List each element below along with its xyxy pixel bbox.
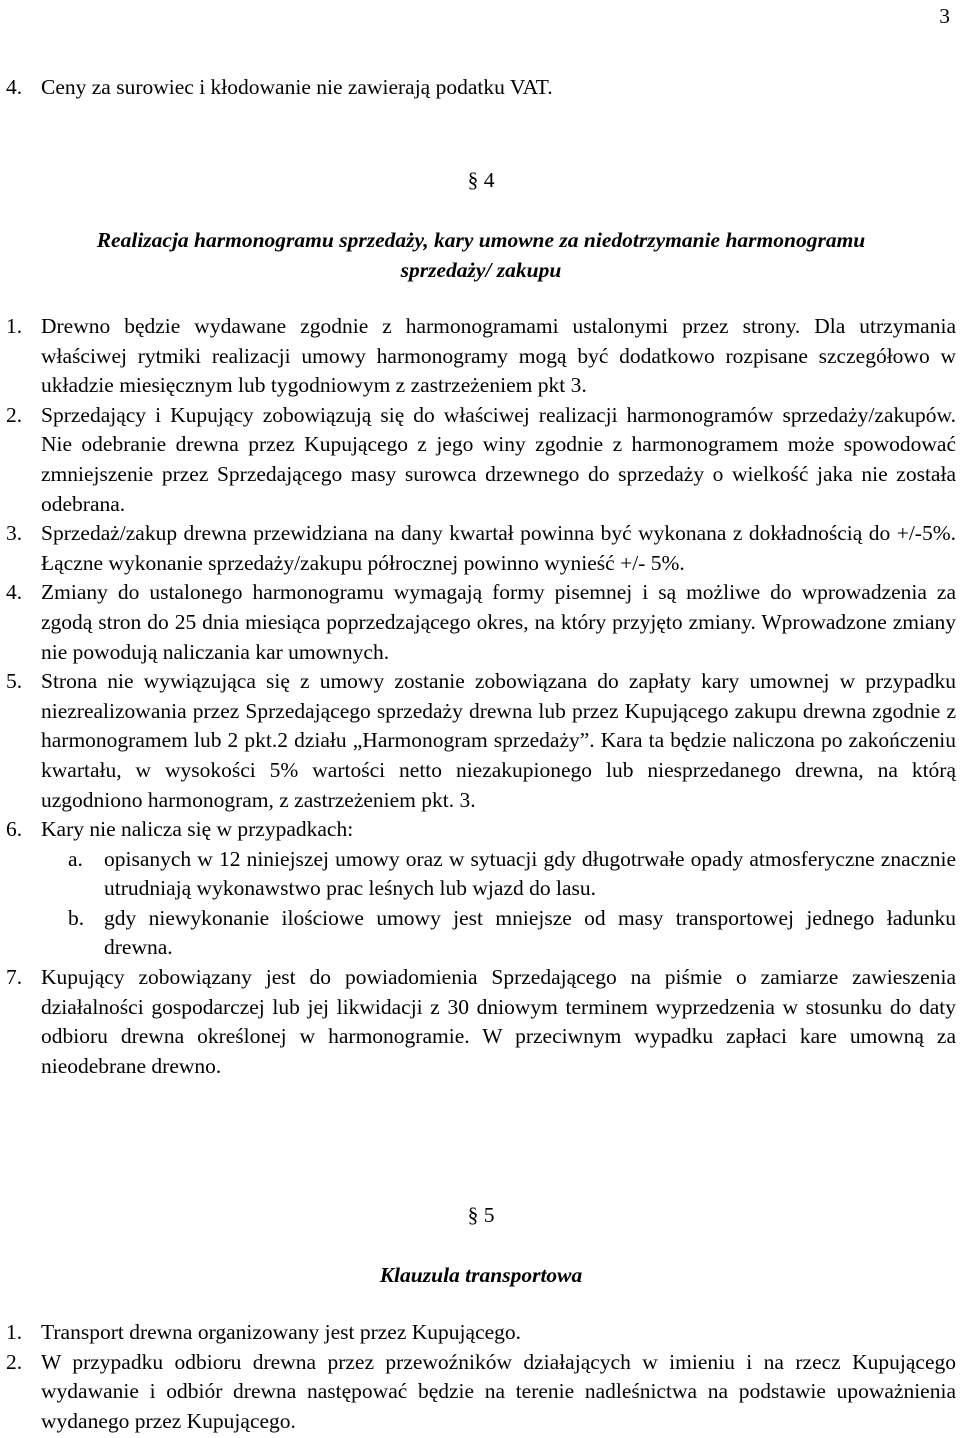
section-4-title: Realizacja harmonogramu sprzedaży, kary umowne za niedotrzymanie harmonogramu sprzedaży/ zakupu xyxy=(96,228,866,282)
price-note xyxy=(6,73,956,103)
section-5-title: Klauzula transportowa xyxy=(379,1263,583,1287)
list-item: 5. Strona nie wywiązująca się z umowy zostanie zobowiązana do zapłaty kary umownej w przypadku niezrealizowania przez Sprzedającego sprzedaży drewna lub przez Kupującego zakupu drewna zgodnie z harmonogramem lub 2 pkt.2 działu „Harmonogram sprzedaży”. Kara ta będzie naliczona po zakończeniu kwartału, w wysokości 5% wartości netto niezakupionego lub niesprzedanego drewna, na którą uzgodniono harmonogram, z zastrzeżeniem pkt. 3. xyxy=(6,669,956,812)
section-5-list xyxy=(6,1318,956,1436)
section-5-sign: § 5 xyxy=(467,1203,495,1227)
list-item: 6. Kary nie nalicza się w przypadkach: xyxy=(6,817,354,842)
list-item: 2. Sprzedający i Kupujący zobowiązują się do właściwej realizacji harmonogramów sprzedaży/zakupów. Nie odebranie drewna przez Kupującego z jego winy zgodnie z harmonogramem może spowodować zmniejszenie przez Sprzedającego masy surowca drzewnego do sprzedaży o wielkość jaka nie została odebrana. xyxy=(6,402,956,516)
list-item: 4. Ceny za surowiec i kłodowanie nie zawierają podatku VAT. xyxy=(6,75,553,99)
section-4-list xyxy=(6,312,956,1081)
sub-list-item: a. opisanych w 12 niniejszej umowy oraz w sytuacji gdy długotrwałe opady atmosferyczne znacznie utrudniają wykonawstwo prac leśnych lub wjazd do lasu. xyxy=(68,846,956,901)
list-item: 7. Kupujący zobowiązany jest do powiadomienia Sprzedającego na piśmie o zamiarze zawieszenia działalności gospodarczej lub jej likwidacji z 30 dniowym terminem wyprzedzenia w stosunku do daty odbioru drewna określonej w harmonogramie. W przeciwnym wypadku zapłaci kare umowną za nieodebrane drewno. xyxy=(6,965,956,1078)
sub-list-item: b. gdy niewykonanie ilościowe umowy jest mniejsze od masy transportowej jednego ładunku drewna. xyxy=(68,905,956,960)
list-item: 3. Sprzedaż/zakup drewna przewidziana na dany kwartał powinna być wykonana z dokładnością do +/-5%. Łączne wykonanie sprzedaży/zakupu półrocznej powinno wynieść +/- 5%. xyxy=(6,521,956,575)
section-4-sign: § 4 xyxy=(467,168,495,192)
list-item: 1. Drewno będzie wydawane zgodnie z harmonogramami ustalonymi przez strony. Dla utrzymania właściwej rytmiki realizacji umowy harmonogramy mogą być dodatkowo rozpisane szczegółowo w układzie miesięcznym lub tygodniowym z zastrzeżeniem pkt 3. xyxy=(6,314,956,398)
list-item: 2. W przypadku odbioru drewna przez przewoźników działających w imieniu i na rzecz Kupującego wydawanie i odbiór drewna następować będzie na terenie nadleśnictwa na podstawie upoważnienia wydanego przez Kupującego. xyxy=(6,1349,956,1433)
list-item: 1. Transport drewna organizowany jest przez Kupującego. xyxy=(6,1320,522,1344)
page-number: 3 xyxy=(939,4,950,28)
list-item: 4. Zmiany do ustalonego harmonogramu wymagają formy pisemnej i są możliwe do wprowadzenia za zgodą stron do 25 dnia miesiąca poprzedzającego okres, na który przyjęto zmiany. Wprowadzone zmiany nie powodują naliczania kar umownych. xyxy=(6,580,956,664)
